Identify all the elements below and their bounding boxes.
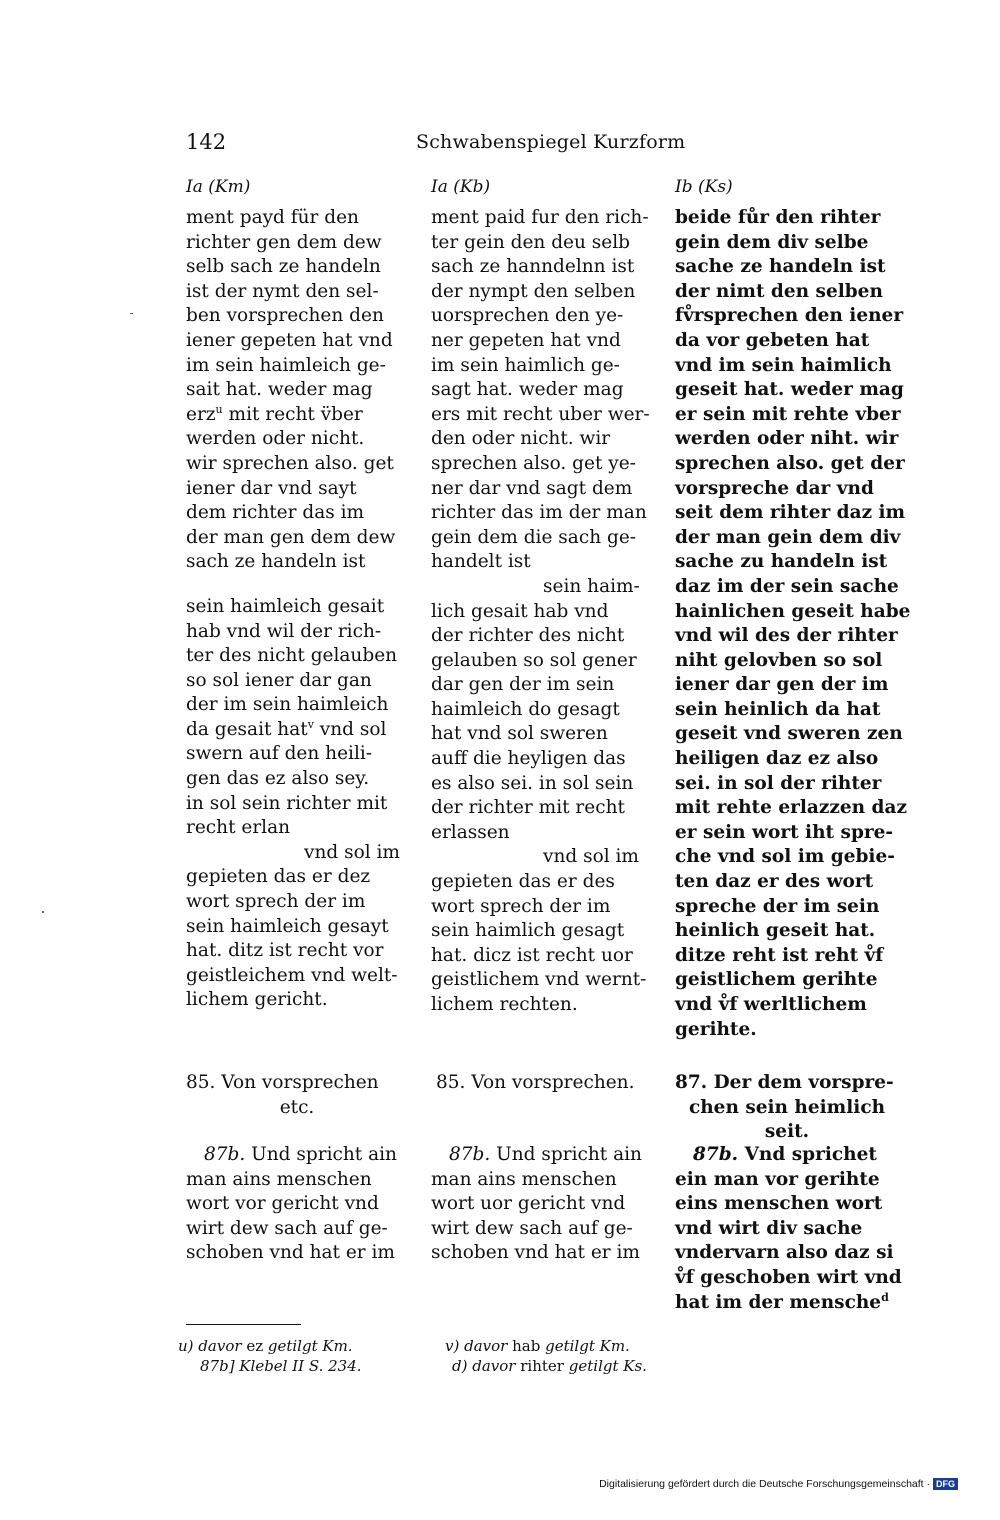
text-fragment: erz [186,403,216,425]
text-line: sagt hat. weder mag [431,379,624,401]
text-line: haimleich do gesagt [431,698,620,720]
text-line: vnd v̊f werltlichem [675,994,867,1015]
text-line: wort sprech der im [186,891,366,913]
page-number: 142 [186,130,227,154]
text-line: iener gepeten hat vnd [186,329,393,351]
running-title: Schwabenspiegel Kurzform [416,131,686,153]
text-line: geseit vnd sweren zen [675,723,903,745]
text-line: sach ze hanndelnn ist [431,256,635,278]
text-line: heinlich geseit hat. [675,920,876,942]
text-line: wort sprech der im [431,895,611,917]
text-line [431,1143,657,1168]
text-line: sache ze handeln ist [675,256,886,278]
text-line: so sol iener dar gan [186,669,372,691]
text-line: hat vnd sol sweren [431,723,608,745]
footnote-u [178,1336,353,1356]
footnote-marker-d: d [881,1290,889,1304]
footnote-rule [186,1324,301,1325]
paragraph-87b-kb [431,1143,657,1266]
text-line: vnd sol im [543,846,639,868]
footer-text: Digitalisierung gefördert durch die Deutsche Forschungsgemeinschaft · [599,1478,930,1490]
text-line: recht erlan [186,817,291,839]
text-line [675,1143,899,1168]
text-line: schoben vnd hat er im [186,1242,395,1264]
text-line: ner dar vnd sagt dem [431,477,633,499]
text-line: geistlichem gerihte [675,969,878,991]
text-line: wirt dew sach auf ge- [431,1217,633,1239]
paragraph-87b-ks [675,1143,902,1315]
footnote-text: davor [464,1337,508,1355]
text-line: wort vor gericht vnd [186,1193,379,1215]
text-line: sein haimlich gesagt [431,920,625,942]
heading-line: chen sein heimlich [688,1096,886,1118]
footnote-text: getilgt Km. [267,1337,353,1355]
text-line: ben vorsprechen den [186,305,384,327]
text-line: werden oder nicht. [186,428,365,450]
text-line: wirt dew sach auf ge- [186,1217,388,1239]
text-line: handelt ist [431,551,531,573]
text-line: heiligen daz ez also [675,748,879,770]
text-line: ten daz er des wort [675,871,874,893]
footnote-mark: d) [452,1357,468,1375]
text-line: man ains menschen [186,1168,372,1190]
text-line: vnd wil des der rihter [675,625,898,647]
section-heading-km [186,1071,408,1120]
text-line: eins menschen wort [675,1193,883,1215]
text-line: gelauben so sol gener [431,649,637,671]
text-line: gerihte. [675,1018,757,1040]
digitization-footer [599,1478,958,1490]
text-line: gepieten das er dez [186,866,371,888]
column-km-text [186,206,408,1013]
text-line: geistlichem vnd wernt- [431,969,647,991]
text-line: v̊f geschoben wirt vnd [675,1266,902,1288]
text-fragment: Und spricht ain [251,1144,397,1165]
text-line: richter das im der man [431,502,647,524]
text-line: sach ze handeln ist [186,551,366,573]
text-fragment: Und spricht ain [496,1144,642,1165]
text-line: mit rehte erlazzen daz [675,797,907,819]
scan-speck [130,313,133,314]
footnote-d [452,1356,647,1376]
section-heading-kb [436,1071,658,1096]
heading-line: 87. Der dem vorspre- [675,1072,894,1093]
text-line: wir sprechen also. get [186,452,394,474]
text-line: sprechen also. get der [675,452,905,474]
text-line: geseit hat. weder mag [675,379,904,401]
text-line: der im sein haimleich [186,694,389,716]
text-line: sait hat. weder mag [186,379,373,401]
text-line [675,1291,899,1316]
text-line: swern auf den heili- [186,743,373,765]
text-line: vorspreche dar vnd [675,477,874,499]
heading-line: 85. Von vorsprechen [186,1072,379,1093]
text-line: der man gen dem dew [186,526,396,548]
text-fragment: mit recht v̈ber [228,403,363,425]
text-line: hab vnd wil der rich- [186,620,382,642]
text-line: ers mit recht uber wer- [431,403,650,425]
footnote-mark: u) [178,1337,194,1355]
dfg-logo: DFG [933,1478,958,1490]
text-line: er sein wort iht spre- [675,821,894,843]
text-line: der man gein dem div [675,526,901,548]
text-line: lichem gericht. [186,989,328,1011]
text-line: ment payd für den [186,207,359,228]
text-line: gein dem div selbe [675,231,869,253]
section-heading-ks [675,1071,899,1145]
heading-line: seit. [764,1121,810,1143]
text-line: ein man vor gerihte [675,1168,880,1190]
text-fragment: vnd sol [319,718,387,740]
text-line: iener dar vnd sayt [186,477,357,499]
text-line: sei. in sol der rihter [675,772,882,794]
text-line: vndervarn also daz si [675,1242,894,1264]
text-line: hat. dicz ist recht uor [431,944,633,966]
footnote-text: getilgt Ks. [568,1357,647,1375]
column-siglum-kb: Ia (Kb) [431,177,491,197]
paragraph-number: 87b. [693,1144,739,1165]
paragraph-87b-km [186,1143,408,1266]
text-line: ditze reht ist reht v̊f [675,944,884,966]
column-kb-text [431,206,657,1018]
text-line: selb sach ze handeln [186,256,381,278]
text-line: daz im der sein sache [675,575,899,597]
text-line: den oder nicht. wir [431,428,611,450]
text-line: werden oder niht. wir [675,428,899,450]
text-line: er sein mit rehte vber [675,403,901,425]
text-line: sprechen also. get ye- [431,452,636,474]
text-line: geistleichem vnd welt- [186,964,398,986]
text-fragment: Vnd sprichet [744,1144,877,1165]
text-line: gen das ez also sey. [186,768,370,790]
text-line: che vnd sol im gebie- [675,846,895,868]
scan-speck [42,911,44,913]
text-line: richter gen dem dew [186,231,382,253]
text-line: der nimt den selben [675,280,883,302]
footnote-marker-v: v [307,717,314,731]
text-line: sein haimleich gesait [186,595,385,617]
footnote-text: ez [246,1337,264,1355]
text-line: ter gein den deu selb [431,231,630,253]
text-line: der richter mit recht [431,797,625,819]
text-line: im sein haimleich ge- [186,354,386,376]
text-line: vnd wirt div sache [675,1217,863,1239]
footnote-text: rihter [520,1357,564,1375]
text-line: gein dem die sach ge- [431,526,637,548]
footnote-text: getilgt Km. [545,1337,630,1355]
text-line: ist der nymt den sel- [186,280,379,302]
text-line: in sol sein richter mit [186,792,388,814]
text-line: sein heinlich da hat [675,698,881,720]
text-line: sein haimleich gesayt [186,915,389,937]
footnote-87b: 87b] Klebel II S. 234. [200,1357,362,1375]
text-line: da vor gebeten hat [675,329,870,351]
text-line: spreche der im sein [675,895,880,917]
column-siglum-ks: Ib (Ks) [675,177,733,197]
text-line: auff die heyligen das [431,748,626,770]
text-line [186,403,408,428]
text-line: ner gepeten hat vnd [431,329,621,351]
footnote-mark: v) [445,1337,460,1355]
column-ks-text [675,206,911,1042]
text-line: der richter des nicht [431,625,625,647]
text-line: lichem rechten. [431,994,578,1015]
footnote-v [445,1336,630,1356]
text-fragment: da gesait hat [186,718,308,740]
footnote-text: hab [512,1337,541,1355]
footnote-marker-u: u [215,402,223,416]
text-line: seit dem rihter daz im [675,502,906,524]
text-fragment: hat im der mensche [675,1291,882,1313]
text-line: hainlichen geseit habe [675,600,911,622]
column-siglum-km: Ia (Km) [186,177,251,197]
text-line: es also sei. in sol sein [431,772,634,794]
spacer [186,575,408,595]
text-line [186,718,408,743]
text-line: ter des nicht gelauben [186,645,398,667]
text-line: beide fůr den rihter [675,207,881,228]
text-line: im sein haimlich ge- [431,354,620,376]
text-line: iener dar gen der im [675,674,889,696]
text-line: erlassen [431,821,510,843]
text-line: man ains menschen [431,1168,617,1190]
text-line: lich gesait hab vnd [431,600,609,622]
text-line: gepieten das er des [431,871,615,893]
text-line: schoben vnd hat er im [431,1242,640,1264]
text-line: sein haim- [543,575,640,597]
heading-line: 85. Von vorsprechen. [436,1072,635,1093]
text-line: fv̊rsprechen den iener [675,305,904,327]
text-line: sache zu handeln ist [675,551,888,573]
footnote-text: davor [472,1357,516,1375]
text-line: uorsprechen den ye- [431,305,624,327]
footnote-text: davor [198,1337,242,1355]
heading-line: etc. [279,1096,315,1118]
text-line: dem richter das im [186,502,365,524]
text-line: vnd im sein haimlich [675,354,892,376]
text-line [186,1143,408,1168]
text-line: der nympt den selben [431,280,636,302]
text-line: niht gelovben so sol [675,649,883,671]
paragraph-number: 87b. [204,1144,246,1165]
text-line: ment paid fur den rich- [431,207,649,228]
text-line: wort uor gericht vnd [431,1193,626,1215]
text-line: vnd sol im [304,841,400,863]
text-line: hat. ditz ist recht vor [186,940,384,962]
text-line: dar gen der im sein [431,674,615,696]
paragraph-number: 87b. [449,1144,491,1165]
